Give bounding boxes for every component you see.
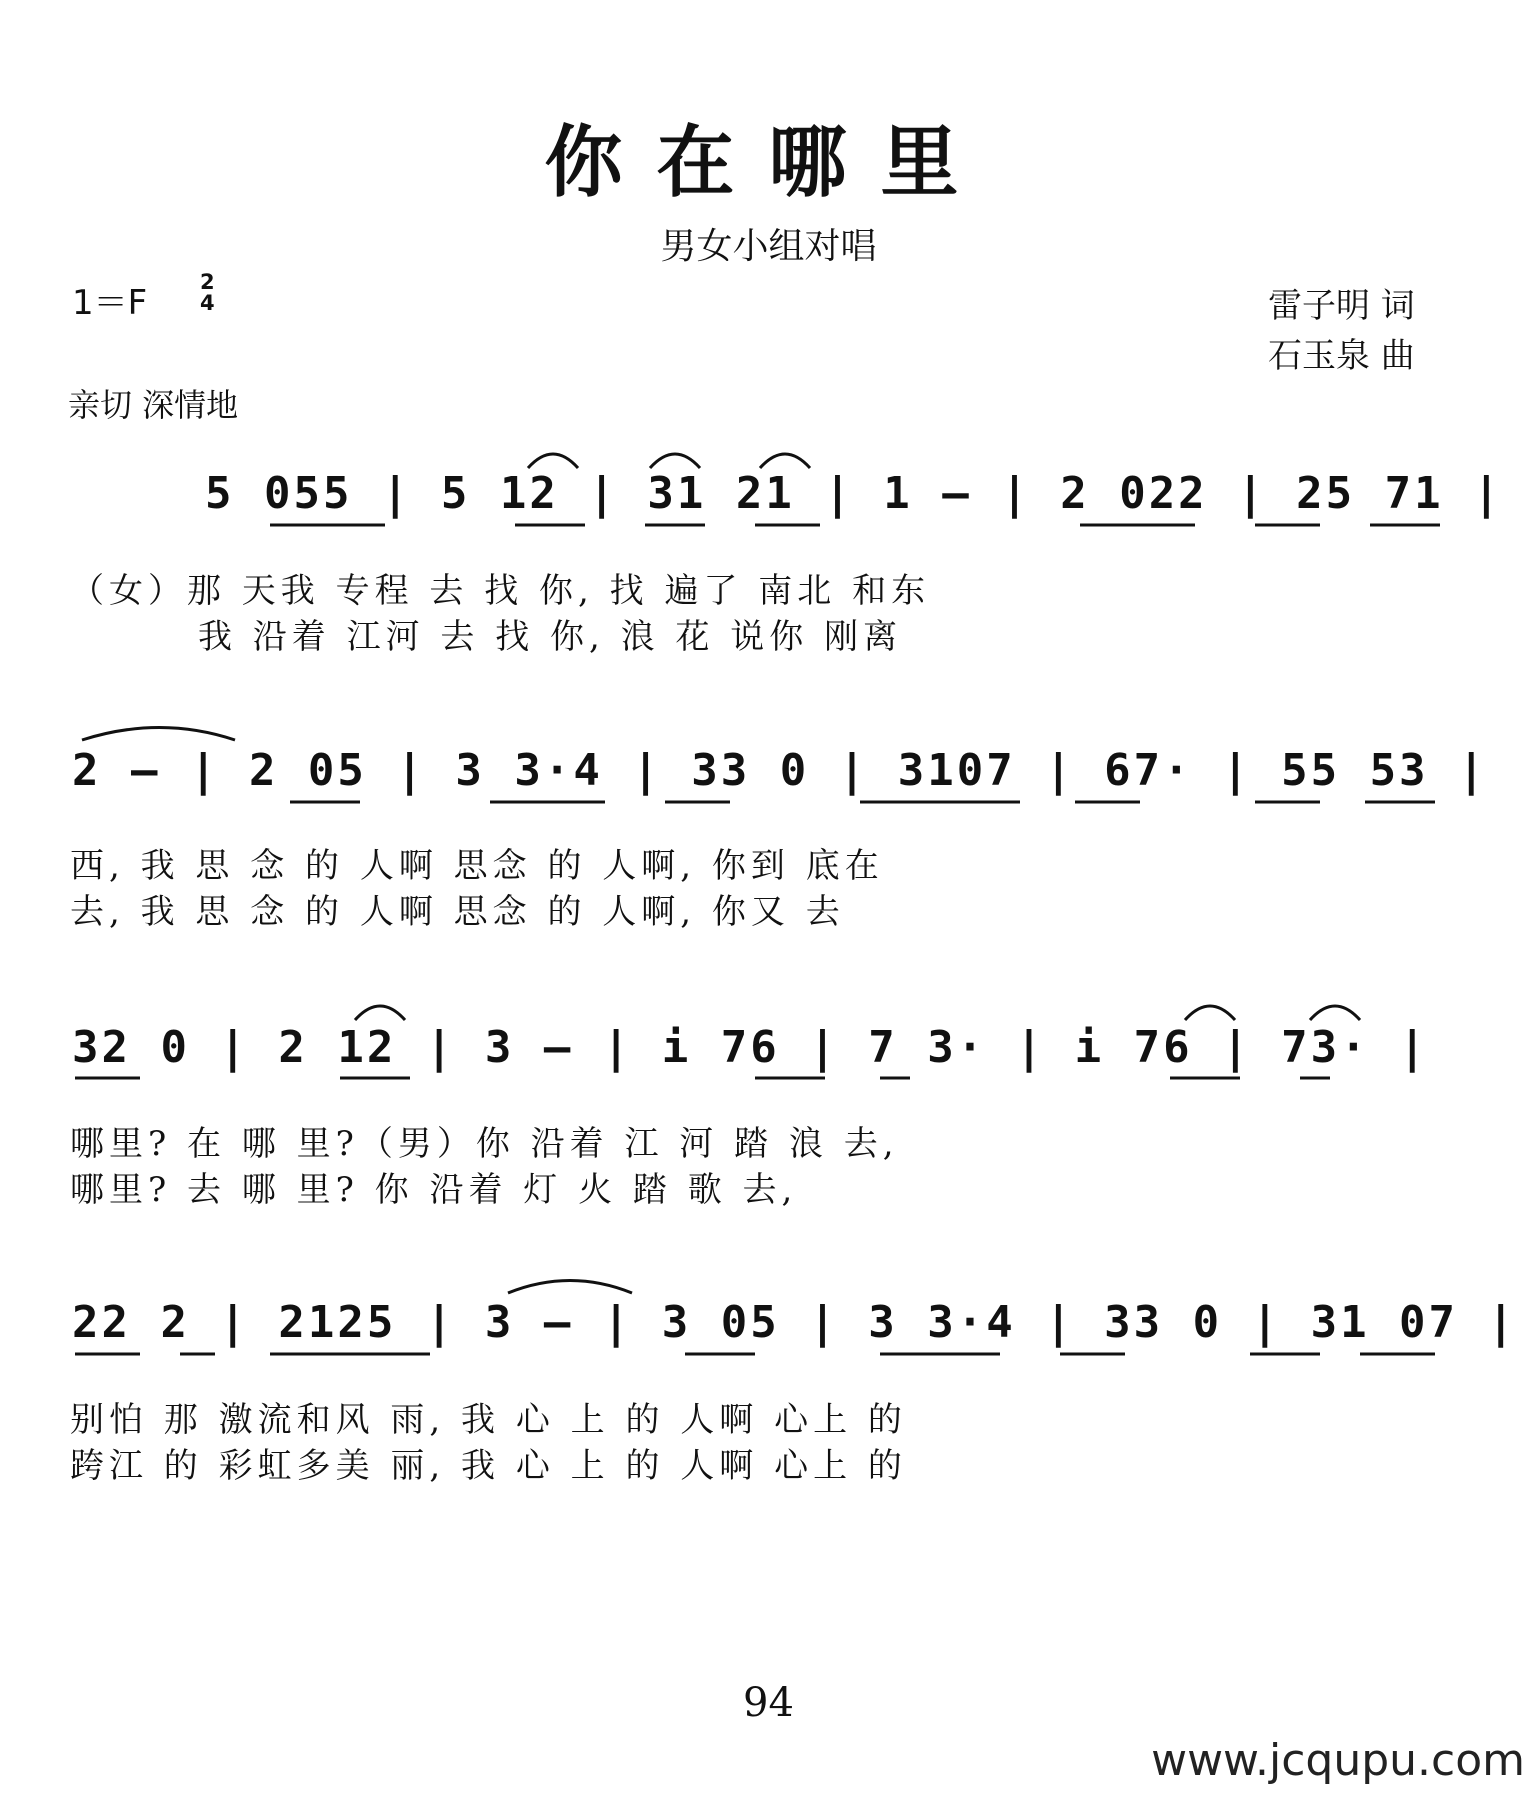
notation-line-4: 22 2 | 2125 | 3 – | 3 05 | 3 3·4 | 33 0 | 31 07 | (72, 1297, 1518, 1348)
notation-line-1: 5 055 | 5 12 | 31 21 | 1 – | 2 022 | 25 71 | (205, 468, 1503, 519)
page-number: 94 (743, 1680, 794, 1726)
lyric-line-2-verse-2: 去, 我 思 念 的 人啊 思念 的 人啊, 你又 去 (70, 892, 845, 932)
lyricist-credit: 雷子明 词 (1268, 286, 1415, 326)
lyric-line-1-verse-1: （女）那 天我 专程 去 找 你, 找 遍了 南北 和东 (70, 571, 931, 611)
slur-mark (508, 1281, 632, 1294)
slur-mark (528, 454, 578, 468)
lyric-line-1-verse-2: 我 沿着 江河 去 找 你, 浪 花 说你 刚离 (198, 617, 903, 657)
lyric-line-4-verse-2: 跨江 的 彩虹多美 丽, 我 心 上 的 人啊 心上 的 (70, 1446, 907, 1486)
lyric-line-3-verse-2: 哪里? 去 哪 里? 你 沿着 灯 火 踏 歌 去, (70, 1170, 798, 1210)
lyric-line-2-verse-1: 西, 我 思 念 的 人啊 思念 的 人啊, 你到 底在 (70, 846, 884, 886)
key-signature: 1＝F (72, 283, 148, 323)
tempo-marking: 亲切 深情地 (68, 386, 239, 424)
lyric-line-3-verse-1: 哪里? 在 哪 里?（男）你 沿着 江 河 踏 浪 去, (70, 1124, 899, 1164)
time-signature-top: 2 (200, 270, 215, 294)
song-title: 你在哪里 (544, 117, 993, 208)
slur-mark (760, 454, 810, 468)
composer-credit: 石玉泉 曲 (1268, 336, 1415, 376)
slur-mark (355, 1006, 405, 1020)
lyric-line-4-verse-1: 别怕 那 激流和风 雨, 我 心 上 的 人啊 心上 的 (70, 1400, 907, 1440)
slur-mark (650, 454, 700, 468)
slur-mark (82, 728, 235, 741)
song-subtitle: 男女小组对唱 (660, 226, 877, 267)
notation-line-2: 2 – | 2 05 | 3 3·4 | 33 0 | 3107 | 67· | 55 53 | (72, 745, 1488, 796)
notation-line-3: 32 0 | 2 12 | 3 – | i 76 | 7 3· | i 76 | 73· | (72, 1022, 1429, 1073)
footer-website: www.jcqupu.com (1151, 1735, 1525, 1786)
slur-mark (1185, 1006, 1235, 1020)
slur-mark (1310, 1006, 1360, 1020)
time-signature-bottom: 4 (200, 291, 215, 315)
